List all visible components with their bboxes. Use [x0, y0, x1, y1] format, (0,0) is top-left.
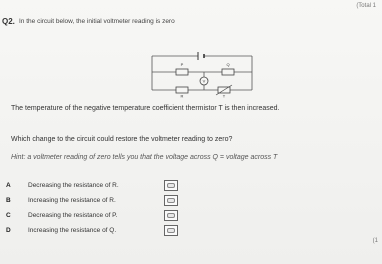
answer-radio-b[interactable]: [164, 195, 178, 206]
option-a[interactable]: [6, 179, 178, 191]
option-text: Increasing the resistance of R.: [28, 196, 116, 204]
resistor-p: [176, 69, 188, 75]
question-statement: The temperature of the negative temperature coefficient thermistor T is then increased.: [11, 105, 280, 112]
label-v: V: [202, 78, 206, 84]
radio-icon: [167, 198, 175, 203]
option-text: Increasing the resistance of Q.: [28, 226, 117, 234]
label-q: Q: [226, 62, 230, 67]
option-letter: A: [6, 181, 11, 189]
radio-icon: [167, 183, 175, 188]
radio-icon: [167, 213, 175, 218]
question-marks-label: (1: [372, 238, 378, 244]
answer-radio-a[interactable]: [164, 180, 178, 191]
answer-radio-d[interactable]: [164, 225, 178, 236]
radio-icon: [167, 228, 175, 233]
resistor-q: [222, 69, 234, 75]
question-prompt: Which change to the circuit could restore the voltmeter reading to zero?: [11, 136, 233, 143]
answer-radio-c[interactable]: [164, 210, 178, 221]
circuit-diagram: [148, 50, 256, 98]
question-hint: Hint: a voltmeter reading of zero tells you that the voltage across Q = voltage across T: [11, 154, 278, 161]
resistor-r: [176, 87, 188, 93]
option-d[interactable]: [6, 224, 178, 236]
label-r: R: [180, 93, 184, 98]
question-number: Q2.: [2, 17, 15, 26]
option-b[interactable]: [6, 194, 178, 206]
option-text: Decreasing the resistance of P.: [28, 211, 118, 219]
total-marks-label: (Total 1: [356, 3, 376, 9]
option-letter: D: [6, 226, 11, 234]
label-t: T: [222, 93, 226, 98]
option-text: Decreasing the resistance of R.: [28, 181, 119, 189]
label-p: P: [180, 62, 184, 67]
option-letter: C: [6, 211, 11, 219]
option-c[interactable]: [6, 209, 178, 221]
option-letter: B: [6, 196, 11, 204]
question-intro: In the circuit below, the initial voltmeter reading is zero: [19, 18, 175, 25]
